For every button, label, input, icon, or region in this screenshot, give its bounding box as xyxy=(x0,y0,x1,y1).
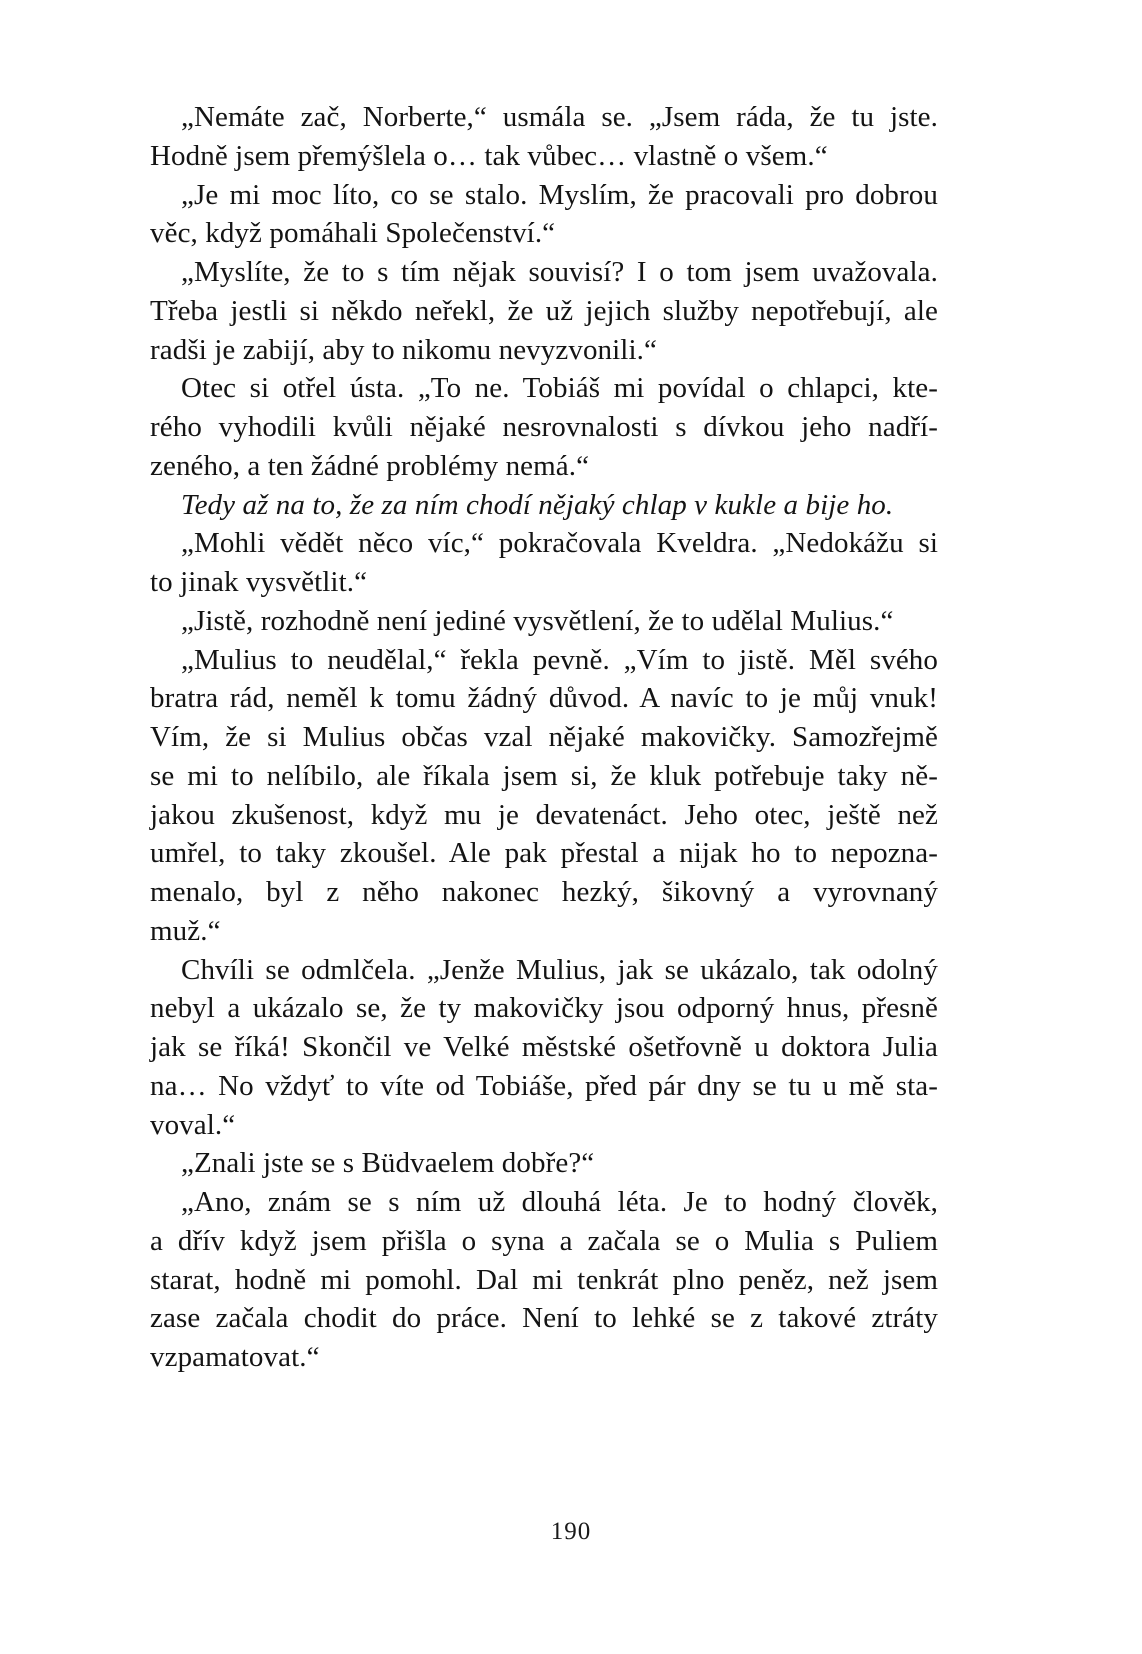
text-line: věc, když pomáhali Společenství.“ xyxy=(150,217,556,250)
text-line: zase začala chodit do práce. Není to lehké se z takové ztráty xyxy=(150,1302,938,1335)
text-line: nebyl a ukázalo se, že ty makovičky jsou odporný hnus, přesně xyxy=(150,992,938,1025)
text-line: starat, hodně mi pomohl. Dal mi tenkrát plno peněz, než jsem xyxy=(150,1263,938,1296)
paragraph xyxy=(150,602,938,641)
text-line: bratra rád, neměl k tomu žádný důvod. A navíc to je můj vnuk! xyxy=(150,682,938,715)
paragraph xyxy=(150,253,938,369)
text-line: „Nemáte zač, Norberte,“ usmála se. „Jsem ráda, že tu jste. xyxy=(181,101,938,133)
paragraph xyxy=(150,641,938,951)
text-line: „Ano, znám se s ním už dlouhá léta. Je to hodný člověk, xyxy=(181,1186,938,1218)
text-line: Hodně jsem přemýšlela o… tak vůbec… vlastně o všem.“ xyxy=(150,139,828,172)
paragraph xyxy=(150,369,938,485)
text-line: Vím, že si Mulius občas vzal nějaké makovičky. Samozřejmě xyxy=(150,721,938,753)
text-line: umřel, to taky zkoušel. Ale pak přestal a nijak ho to nepozna- xyxy=(150,837,938,870)
paragraph xyxy=(150,524,938,602)
text-line: muž.“ xyxy=(150,914,221,947)
text-line: voval.“ xyxy=(150,1108,236,1141)
paragraph xyxy=(150,176,938,254)
paragraph xyxy=(150,951,938,1145)
paragraph xyxy=(150,1183,938,1377)
page-number: 190 xyxy=(550,1518,592,1545)
text-line: to jinak vysvětlit.“ xyxy=(150,566,368,598)
text-line: rého vyhodili kvůli nějaké nesrovnalosti s dívkou jeho nadří- xyxy=(150,411,938,443)
paragraph xyxy=(150,486,938,525)
text-line: Chvíli se odmlčela. „Jenže Mulius, jak se ukázalo, tak odolný xyxy=(181,953,938,986)
text-line: „Mohli vědět něco víc,“ pokračovala Kveldra. „Nedokážu si xyxy=(181,527,938,560)
text-line: menalo, byl z něho nakonec hezký, šikovný a vyrovnaný xyxy=(150,876,938,908)
text-line: na… No vždyť to víte od Tobiáše, před pár dny se tu u mě sta- xyxy=(150,1069,938,1102)
text-line: jak se říká! Skončil ve Velké městské ošetřovně u doktora Julia xyxy=(150,1031,938,1063)
text-line: „Je mi moc líto, co se stalo. Myslím, že pracovali pro dobrou xyxy=(181,178,938,211)
text-line: vzpamatovat.“ xyxy=(150,1341,320,1373)
text-line: Otec si otřel ústa. „To ne. Tobiáš mi povídal o chlapci, kte- xyxy=(181,372,938,405)
text-block xyxy=(150,98,938,1377)
text-line: radši je zabijí, aby to nikomu nevyzvonili.“ xyxy=(150,333,657,366)
text-line: „Znali jste se s Büdvaelem dobře?“ xyxy=(181,1147,595,1180)
text-line: zeného, a ten žádné problémy nemá.“ xyxy=(150,449,590,482)
text-line: Třeba jestli si někdo neřekl, že už jejich služby nepotřebují, ale xyxy=(150,294,938,327)
text-line: „Myslíte, že to s tím nějak souvisí? I o tom jsem uvažovala. xyxy=(181,256,938,288)
text-line: Tedy až na to, že za ním chodí nějaký chlap v kukle a bije ho. xyxy=(181,488,894,521)
paragraph xyxy=(150,98,938,176)
text-line: jakou zkušenost, když mu je devatenáct. Jeho otec, ještě než xyxy=(150,798,938,831)
paragraph xyxy=(150,1144,938,1183)
text-line: „Jistě, rozhodně není jediné vysvětlení, že to udělal Mulius.“ xyxy=(181,604,894,637)
text-line: „Mulius to neudělal,“ řekla pevně. „Vím to jistě. Měl svého xyxy=(181,643,938,676)
text-line: se mi to nelíbilo, ale říkala jsem si, že kluk potřebuje taky ně- xyxy=(150,759,938,792)
text-line: a dřív když jsem přišla o syna a začala se o Mulia s Puliem xyxy=(150,1224,938,1257)
